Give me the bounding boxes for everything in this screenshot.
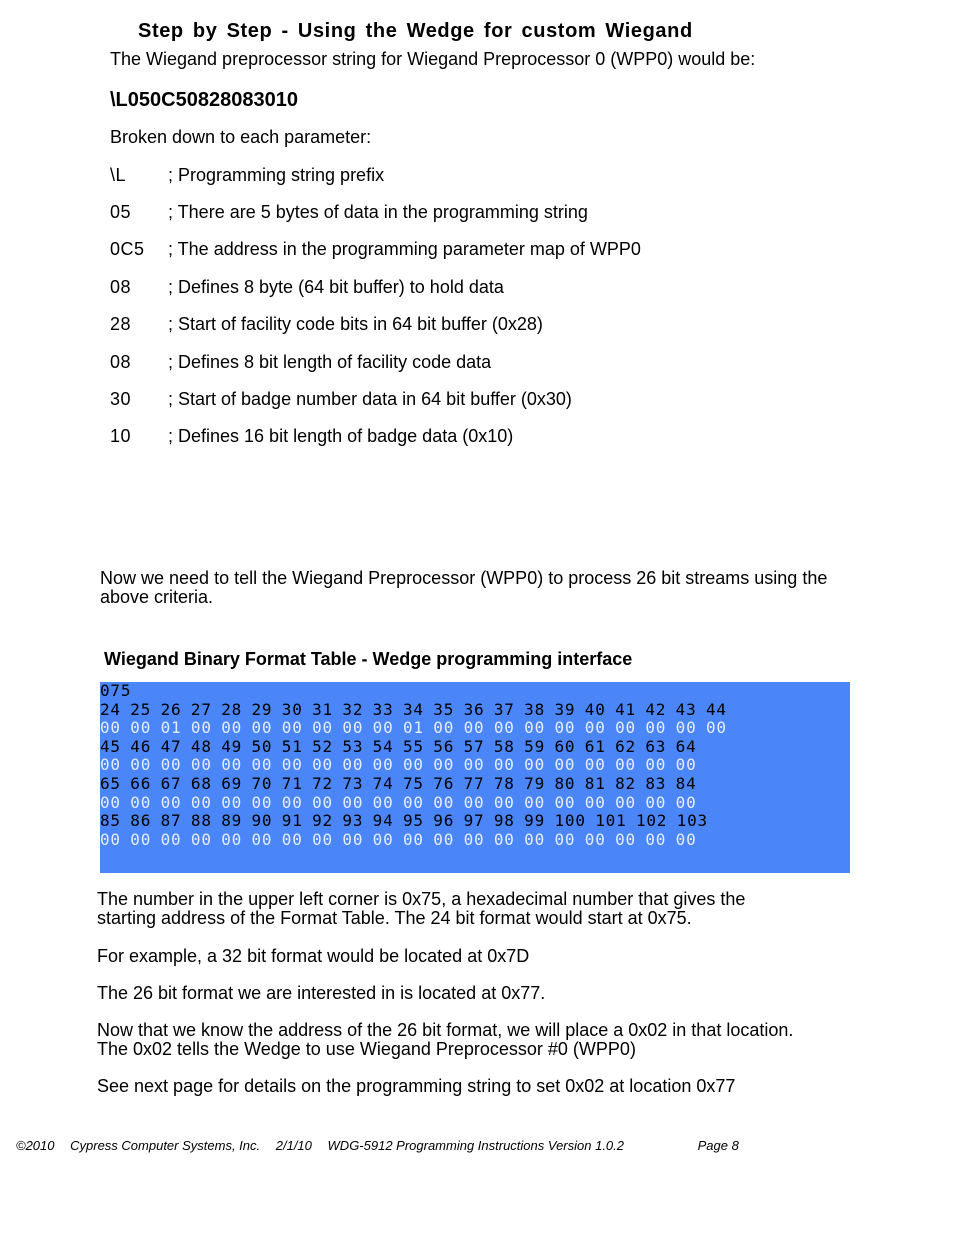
parameter-description: ; The address in the programming parameter map of WPP0	[168, 239, 641, 259]
format-table	[100, 682, 850, 873]
parameter-description: ; Programming string prefix	[168, 165, 385, 185]
placement-paragraph: Now that we know the address of the 26 bit format, we will place a 0x02 in that location. The 0x02 tells the Wedge to use Wiegand Preprocessor #0 (WPP0)	[97, 1020, 794, 1059]
location-paragraph: The 26 bit format we are interested in is located at 0x77.	[97, 983, 546, 1003]
footer-page-number: Page 8	[697, 1138, 739, 1153]
parameter-description: ; Start of facility code bits in 64 bit buffer (0x28)	[168, 314, 543, 334]
table-title: Wiegand Binary Format Table - Wedge programming interface	[104, 649, 633, 669]
parameter-description: ; Defines 8 bit length of facility code data	[168, 352, 492, 372]
wpp-instruction: Now we need to tell the Wiegand Preprocessor (WPP0) to process 26 bit streams using the above criteria.	[100, 568, 828, 607]
table-value-row: 00 00 01 00 00 00 00 00 00 00 01 00 00 00 00 00 00 00 00 00 00	[100, 718, 727, 738]
table-address-row: 65 66 67 68 69 70 71 72 73 74 75 76 77 78 79 80 81 82 83 84	[100, 773, 697, 793]
table-address-row: 85 86 87 88 89 90 91 92 93 94 95 96 97 98 99 100 101 102 103	[100, 811, 708, 831]
parameter-code: 08	[110, 277, 132, 297]
table-address-row: 24 25 26 27 28 29 30 31 32 33 34 35 36 37 38 39 40 41 42 43 44	[100, 699, 727, 719]
table-start-address: 075	[100, 681, 132, 700]
parameter-description: ; Defines 8 byte (64 bit buffer) to hold data	[168, 277, 504, 297]
table-value-row: 00 00 00 00 00 00 00 00 00 00 00 00 00 00 00 00 00 00 00 00	[100, 755, 697, 775]
table-value-row: 00 00 00 00 00 00 00 00 00 00 00 00 00 00 00 00 00 00 00 00	[100, 792, 697, 812]
table-value-row: 00 00 00 00 00 00 00 00 00 00 00 00 00 00 00 00 00 00 00 00	[100, 829, 697, 849]
example-paragraph: For example, a 32 bit format would be located at 0x7D	[97, 946, 530, 966]
parameter-description: ; Start of badge number data in 64 bit buffer (0x30)	[168, 389, 572, 409]
parameter-code: 10	[110, 426, 132, 446]
parameter-code: 05	[110, 202, 132, 222]
intro-text: The Wiegand preprocessor string for Wiegand Preprocessor 0 (WPP0) would be:	[110, 49, 756, 69]
table-address-row: 45 46 47 48 49 50 51 52 53 54 55 56 57 58 59 60 61 62 63 64	[100, 736, 697, 756]
footer-copyright: ©2010	[16, 1138, 55, 1153]
page-heading: Step by Step - Using the Wedge for custom Wiegand	[138, 20, 693, 42]
parameter-code: \L	[110, 165, 127, 185]
programming-string: \L050C50828083010	[110, 89, 298, 111]
format-table-explanation: The number in the upper left corner is 0x75, a hexadecimal number that gives the starting address of the Format Table. The 24 bit format would start at 0x75.	[97, 889, 746, 928]
parameter-code: 0C5	[110, 239, 145, 259]
parameter-code: 28	[110, 314, 132, 334]
next-page-paragraph: See next page for details on the programming string to set 0x02 at location 0x77	[97, 1076, 736, 1096]
footer-document: WDG-5912 Programming Instructions Version 1.0.2	[327, 1138, 625, 1153]
parameter-description: ; Defines 16 bit length of badge data (0x10)	[168, 426, 514, 446]
parameter-code: 08	[110, 352, 132, 372]
parameter-description: ; There are 5 bytes of data in the programming string	[168, 202, 588, 222]
page-footer	[16, 1138, 751, 1153]
footer-company: Cypress Computer Systems, Inc.	[70, 1138, 261, 1153]
footer-date: 2/1/10	[275, 1138, 312, 1153]
parameter-code: 30	[110, 389, 132, 409]
breakdown-label: Broken down to each parameter:	[110, 127, 372, 147]
